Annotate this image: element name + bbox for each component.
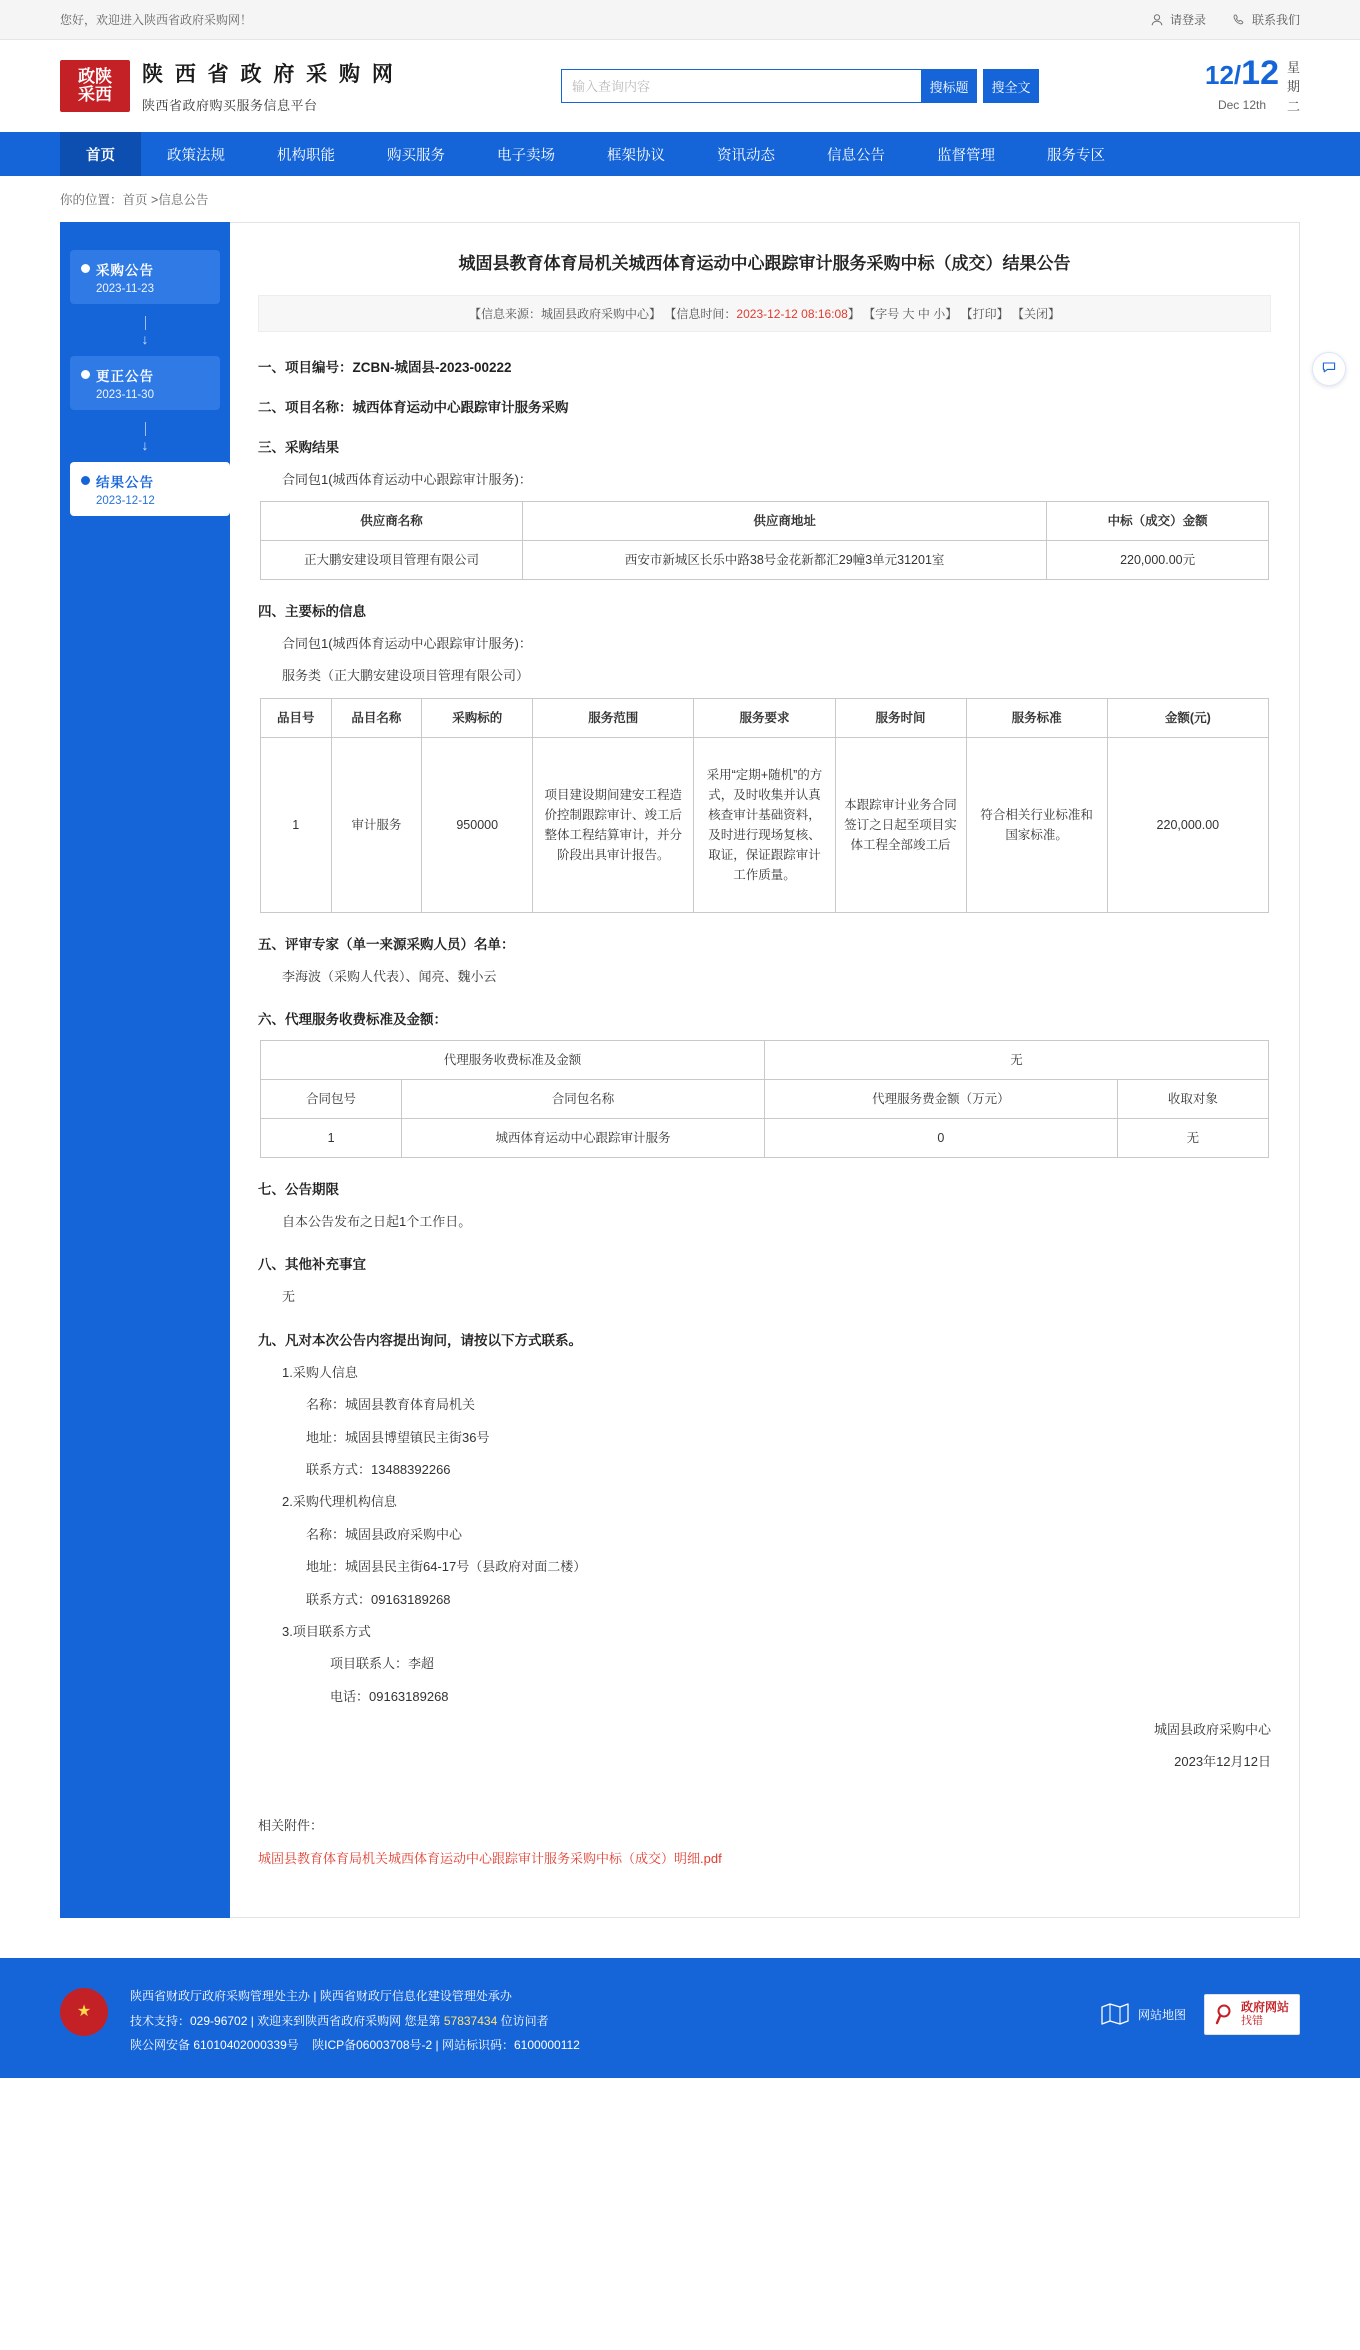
nav-item-supervision[interactable]: 监督管理 [937, 147, 995, 164]
meta-source: 【信息来源：城固县政府采购中心】 [469, 306, 662, 321]
agency-merged-left: 代理服务收费标准及金额 [261, 1041, 765, 1080]
section-2-heading: 二、项目名称：城西体育运动中心跟踪审计服务采购 [258, 399, 569, 415]
section-7-heading: 七、公告期限 [258, 1182, 339, 1198]
sidebar-step-correction-notice[interactable] [70, 356, 220, 410]
phone-icon [1232, 13, 1246, 27]
items-th-standard: 服务标准 [966, 698, 1107, 737]
contact-group-2-line-2: 地址：城固县民主街64-17号（县政府对面二楼） [306, 1559, 587, 1575]
user-icon [1150, 13, 1164, 27]
nav-item-framework[interactable]: 框架协议 [607, 147, 665, 164]
magnifier-icon [1215, 2003, 1235, 2025]
signature-organization: 城固县政府采购中心 [1153, 1722, 1271, 1738]
article-meta [258, 295, 1271, 332]
section-4-heading: 四、主要标的信息 [258, 603, 366, 619]
items-th-target: 采购标的 [422, 698, 533, 737]
agency-td-packageno: 1 [261, 1119, 402, 1158]
result-th-amount: 中标（成交）金额 [1047, 501, 1269, 540]
agency-th-packagename: 合同包名称 [402, 1080, 765, 1119]
items-table [260, 698, 1269, 913]
welcome-text: 您好，欢迎进入陕西省政府采购网！ [60, 13, 253, 27]
footer-support: 技术支持：029-96702 | 欢迎来到陕西省政府采购网 您是第 [130, 2013, 441, 2028]
icp-record[interactable]: 陕ICP备06003708号-2 [312, 2038, 433, 2053]
section-3-heading: 三、采购结果 [258, 439, 339, 455]
contact-label: 联系我们 [1251, 13, 1300, 27]
section-8-body: 无 [282, 1289, 296, 1305]
date-day: 12 [1241, 53, 1279, 92]
contact-group-3-line-2: 电话：09163189268 [330, 1688, 449, 1704]
section-1-heading: 一、项目编号：ZCBN-城固县-2023-00222 [258, 359, 512, 375]
search-fulltext-button[interactable]: 搜全文 [983, 69, 1039, 103]
meta-print[interactable]: 【打印】 [960, 306, 1009, 321]
items-th-no: 品目号 [261, 698, 332, 737]
nav-item-service-zone[interactable]: 服务专区 [1047, 147, 1105, 164]
agency-td-fee: 0 [764, 1119, 1117, 1158]
contact-group-3-line-1: 项目联系人：李超 [330, 1656, 435, 1672]
nav-item-purchase-service[interactable]: 购买服务 [387, 147, 445, 164]
weekday-char-2: 期 [1286, 79, 1300, 95]
login-link[interactable] [1150, 11, 1206, 28]
step-date: 2023-12-12 [96, 495, 155, 507]
section-9-heading: 九、凡对本次公告内容提出询问，请按以下方式联系。 [258, 1332, 582, 1348]
contact-group-3-title: 3.项目联系方式 [282, 1623, 371, 1639]
site-name: 陕 西 省 政 府 采 购 网 [142, 63, 396, 86]
result-td-supplier: 正大鹏安建设项目管理有限公司 [261, 540, 523, 579]
sitemap-link[interactable] [1100, 2001, 1186, 2027]
contact-group-2-line-1: 名称：城固县政府采购中心 [306, 1526, 463, 1542]
agency-td-packagename: 城西体育运动中心跟踪审计服务 [402, 1119, 765, 1158]
nav-item-policy[interactable]: 政策法规 [167, 147, 225, 164]
contact-group-1-line-2: 地址：城固县博望镇民主街36号 [306, 1429, 490, 1445]
step-date: 2023-11-30 [96, 389, 154, 401]
step-dot-icon [81, 476, 90, 485]
result-th-address: 供应商地址 [523, 501, 1047, 540]
section-5-heading: 五、评审专家（单一来源采购人员）名单： [258, 936, 515, 952]
step-date: 2023-11-23 [96, 283, 154, 295]
step-arrow-icon-1: ↓ [60, 304, 230, 356]
contact-group-1-line-3: 联系方式：13488392266 [306, 1462, 451, 1478]
nav-item-functions[interactable]: 机构职能 [277, 147, 335, 164]
agency-th-packageno: 合同包号 [261, 1080, 402, 1119]
footer-sep-1: | [310, 1989, 320, 2004]
footer-line-3 [130, 2033, 1078, 2058]
meta-fontsize[interactable]: 【字号 大 中 小】 [863, 306, 958, 321]
result-td-amount: 220,000.00元 [1047, 540, 1269, 579]
site-logo[interactable] [60, 58, 490, 114]
step-dot-icon [81, 370, 90, 379]
main-nav [0, 132, 1360, 176]
badge-title: 政府网站 [1240, 2000, 1289, 2015]
items-th-name: 品目名称 [331, 698, 422, 737]
footer-line-1 [130, 1984, 1078, 2009]
table-header-row [261, 501, 1269, 540]
items-td-name: 审计服务 [331, 737, 422, 912]
items-td-requirement: 采用“定期+随机”的方式，及时收集并认真核查审计基础资料，及时进行现场复核、取证，保证跟踪审计工作质量。 [694, 737, 835, 912]
agency-th-fee: 代理服务费金额（万元） [764, 1080, 1117, 1119]
date-weekday [1287, 56, 1300, 117]
footer-line-2 [130, 2009, 1078, 2034]
date-english: Dec 12th [1217, 97, 1266, 112]
breadcrumb [0, 176, 1360, 222]
logo-mark-icon [60, 60, 130, 112]
items-th-scope: 服务范围 [533, 698, 694, 737]
items-td-scope: 项目建设期间建安工程造价控制跟踪审计、竣工后整体工程结算审计，并分阶段出具审计报告。 [533, 737, 694, 912]
items-td-time: 本跟踪审计业务合同签订之日起至项目实体工程全部竣工后 [835, 737, 966, 912]
sidebar-step-purchase-notice[interactable] [70, 250, 220, 304]
top-bar [0, 0, 1360, 40]
agency-fee-table [260, 1040, 1269, 1158]
search-input[interactable] [561, 69, 921, 103]
site-identifier: 网站标识码：6100000112 [442, 2038, 580, 2053]
table-row [261, 737, 1269, 912]
sidebar-step-result-notice[interactable] [70, 462, 230, 516]
feedback-icon [1321, 359, 1337, 380]
footer-sep-2: | [432, 2038, 442, 2053]
footer-links [1100, 1984, 1300, 2034]
table-header-row [261, 698, 1269, 737]
feedback-float-button[interactable] [1312, 352, 1346, 386]
section-3-subtitle: 合同包1(城西体育运动中心跟踪审计服务)： [282, 471, 532, 487]
date-month: 12 [1205, 59, 1234, 90]
page-title: 城固县教育体育局机关城西体育运动中心跟踪审计服务采购中标（成交）结果公告 [458, 254, 1071, 273]
page-body [0, 222, 1360, 1958]
contact-group-1-line-1: 名称：城固县教育体育局机关 [306, 1397, 476, 1413]
site-header [0, 40, 1360, 132]
section-5-body: 李海波（采购人代表）、闻亮、魏小云 [282, 968, 497, 984]
agency-table-wrap [258, 1040, 1271, 1158]
section-6-heading: 六、代理服务收费标准及金额： [258, 1012, 447, 1028]
section-7-body: 自本公告发布之日起1个工作日。 [282, 1214, 472, 1230]
agency-merged-right: 无 [764, 1041, 1268, 1080]
step-title: 结果公告 [96, 475, 154, 490]
signature-date: 2023年12月12日 [1174, 1754, 1271, 1770]
result-th-supplier: 供应商名称 [261, 501, 523, 540]
items-td-amount: 220,000.00 [1107, 737, 1268, 912]
agency-th-payer: 收取对象 [1117, 1080, 1268, 1119]
section-4-subtitle-2: 服务类（正大鹏安建设项目管理有限公司） [282, 668, 530, 684]
step-arrow-icon-2: ↓ [60, 410, 230, 462]
items-td-target: 950000 [422, 737, 533, 912]
agency-td-payer: 无 [1117, 1119, 1268, 1158]
breadcrumb-home[interactable]: 首页 [122, 193, 148, 207]
contact-link[interactable] [1232, 11, 1300, 28]
result-table-wrap [258, 501, 1271, 580]
items-table-wrap [258, 698, 1271, 913]
meta-time-value: 2023-12-12 08:16:08 [736, 306, 848, 321]
step-title: 更正公告 [96, 369, 154, 384]
badge-subtitle: 找错 [1240, 2014, 1263, 2027]
date-widget [1110, 53, 1300, 117]
items-td-no: 1 [261, 737, 332, 912]
items-th-amount: 金额(元) [1107, 698, 1268, 737]
national-emblem-icon [60, 1988, 108, 2036]
date-numeric: 12/12 Dec 12th [1205, 53, 1279, 112]
result-table [260, 501, 1269, 580]
report-error-badge[interactable] [1204, 1994, 1300, 2034]
breadcrumb-sep: > [151, 193, 159, 207]
nav-item-announcements[interactable]: 信息公告 [827, 147, 885, 164]
items-th-requirement: 服务要求 [694, 698, 835, 737]
step-dot-icon [81, 264, 90, 273]
table-header-row [261, 1080, 1269, 1119]
weekday-char-3: 二 [1286, 98, 1300, 114]
nav-item-emarket[interactable]: 电子卖场 [497, 147, 555, 164]
meta-close[interactable]: 【关闭】 [1011, 306, 1060, 321]
site-footer [0, 1958, 1360, 2078]
police-record[interactable]: 陕公网安备 61010402000339号 [130, 2038, 299, 2053]
logo-mark-line2: 采西 [78, 85, 112, 104]
search-area [490, 69, 1110, 103]
site-subtitle: 陕西省政府购买服务信息平台 [142, 98, 318, 113]
contact-group-2-title: 2.采购代理机构信息 [282, 1494, 397, 1510]
items-td-standard: 符合相关行业标准和国家标准。 [966, 737, 1107, 912]
article-content [230, 222, 1300, 1918]
attachment-link[interactable]: 城固县教育体育局机关城西体育运动中心跟踪审计服务采购中标（成交）明细.pdf [258, 1851, 722, 1867]
footer-visitor-suffix: 位访问者 [500, 2013, 549, 2028]
logo-mark-line1: 政陕 [78, 67, 112, 87]
emblem-star-icon: ★ [76, 2003, 92, 2021]
table-row [261, 1041, 1269, 1080]
section-8-heading: 八、其他补充事宜 [258, 1257, 366, 1273]
section-4-subtitle-1: 合同包1(城西体育运动中心跟踪审计服务)： [282, 635, 532, 651]
login-label: 请登录 [1169, 13, 1206, 27]
table-row [261, 1119, 1269, 1158]
contact-group-1-title: 1.采购人信息 [282, 1364, 358, 1380]
meta-time-label: 【信息时间： [664, 306, 737, 321]
footer-org-a: 陕西省财政厅政府采购管理处主办 [130, 1989, 311, 2004]
meta-time-end: 】 [847, 306, 860, 321]
table-row [261, 540, 1269, 579]
nav-item-home[interactable]: 首页 [60, 132, 141, 176]
footer-org-b: 陕西省财政厅信息化建设管理处承办 [319, 1989, 512, 2004]
process-sidebar [60, 222, 230, 1918]
items-th-time: 服务时间 [835, 698, 966, 737]
visitor-count: 57837434 [443, 2013, 498, 2028]
badge-text [1241, 2001, 1289, 2027]
breadcrumb-current: 信息公告 [158, 193, 209, 207]
weekday-char-1: 星 [1286, 59, 1300, 75]
step-title: 采购公告 [96, 263, 154, 278]
search-title-button[interactable]: 搜标题 [921, 69, 977, 103]
sitemap-label: 网站地图 [1137, 2007, 1186, 2022]
footer-text [130, 1984, 1078, 2058]
logo-text [142, 58, 396, 114]
nav-item-news[interactable]: 资讯动态 [717, 147, 775, 164]
contact-group-2-line-3: 联系方式：09163189268 [306, 1591, 451, 1607]
breadcrumb-prefix: 你的位置： [60, 193, 123, 207]
attachment-label: 相关附件： [258, 1818, 324, 1834]
result-td-address: 西安市新城区长乐中路38号金花新都汇29幢3单元31201室 [523, 540, 1047, 579]
map-icon [1100, 2001, 1130, 2027]
top-bar-actions [1150, 11, 1300, 28]
